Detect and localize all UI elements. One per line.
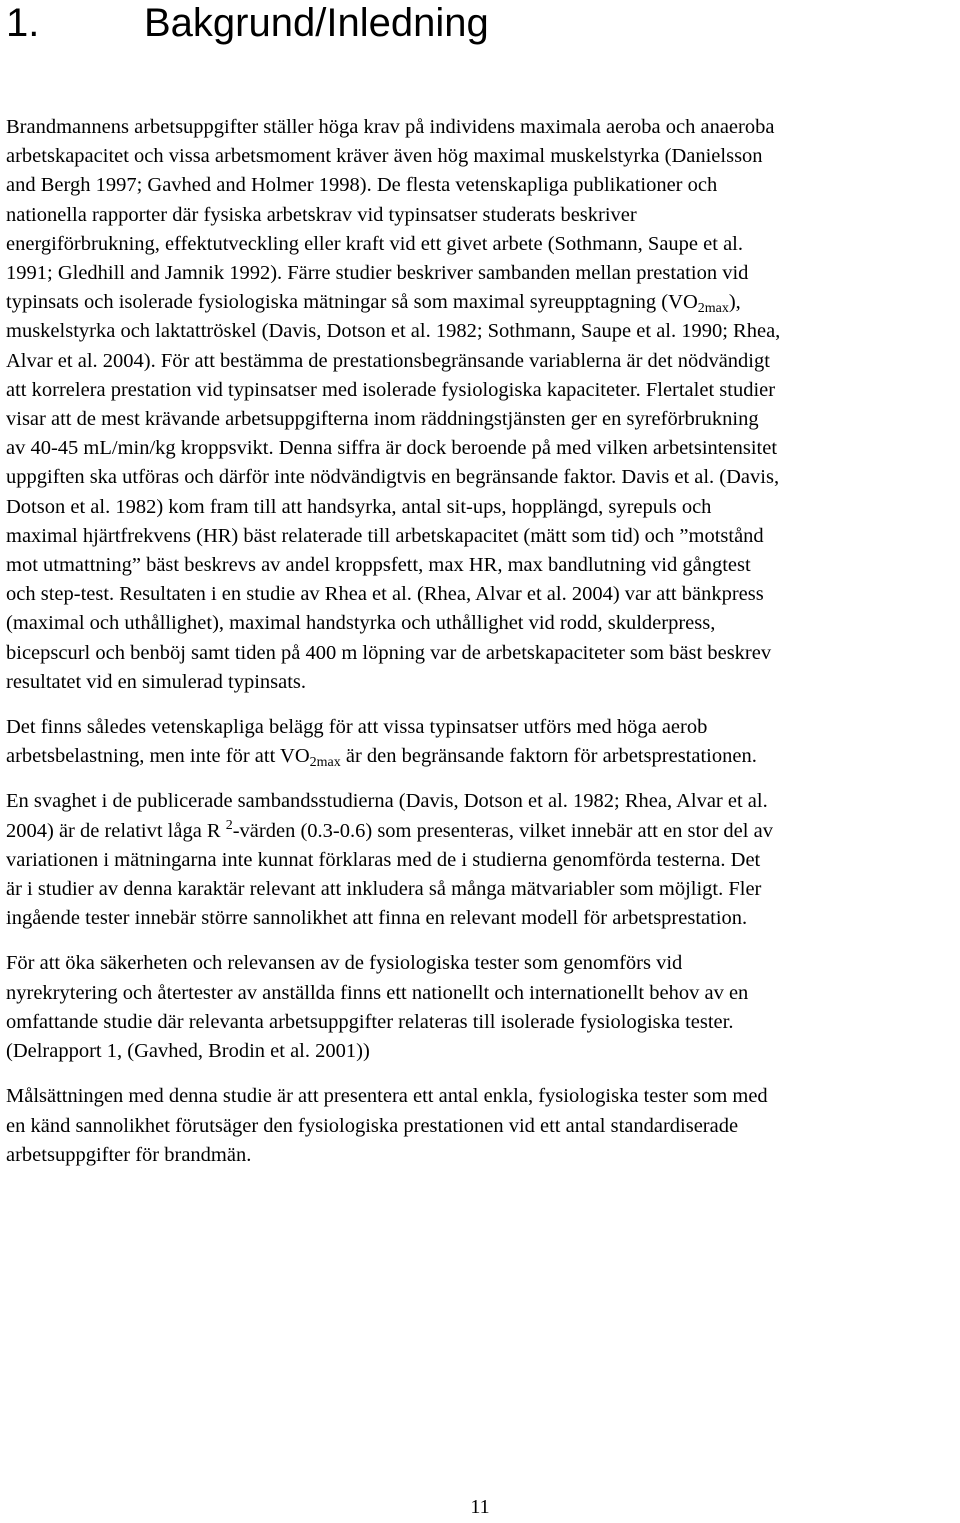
text-line: visar att de mest krävande arbetsuppgifterna inom räddningstjänsten ger en syreförbrukning — [6, 408, 759, 431]
text-line: 1991; Gledhill and Jamnik 1992). Färre studier beskriver sambanden mellan prestation vid — [6, 262, 749, 285]
subscript: 2max — [309, 755, 341, 771]
text-line: ingående tester innebär större sannolikhet att finna en relevant modell för arbetsprestation. — [6, 907, 748, 930]
text-run: arbetsbelastning, men inte för att VO — [6, 745, 310, 768]
text-line: arbetskapacitet och vissa arbetsmoment kräver även hög maximal muskelstyrka (Danielsson — [6, 145, 763, 168]
paragraph-4 — [6, 949, 956, 1066]
text-line: mot utmattning” bäst beskrevs av andel kroppsfett, max HR, max bandlutning vid gångtest — [6, 554, 751, 577]
text-line: muskelstyrka och laktattröskel (Davis, Dotson et al. 1982; Sothmann, Saupe et al. 1990; Rhea, — [6, 320, 781, 343]
text-line: energiförbrukning, effektutveckling eller kraft vid ett givet arbete (Sothmann, Saupe et al. — [6, 232, 743, 255]
text-line: nationella rapporter där fysiska arbetskrav vid typinsatser studerats beskriver — [6, 203, 637, 226]
text-run: 2004) är de relativt låga R — [6, 819, 221, 842]
section-title: Bakgrund/Inledning — [144, 1, 489, 45]
text-line — [6, 742, 956, 771]
text-line: (maximal och uthållighet), maximal handstyrka och uthållighet vid rodd, skulderpress, — [6, 612, 716, 635]
text-line: av 40-45 mL/min/kg kroppsvikt. Denna siffra är dock beroende på med vilken arbetsintensitet — [6, 437, 778, 460]
text-line: bicepscurl och benböj samt tiden på 400 m löpning var de arbetskapaciteter som bäst beskrev — [6, 641, 772, 664]
text-line: är i studier av denna karaktär relevant att inkludera så många mätvariabler som möjligt. Fler — [6, 878, 762, 901]
text-run: ), — [728, 291, 741, 314]
text-line: Dotson et al. 1982) kom fram till att handsyrka, antal sit-ups, hopplängd, syrepuls och — [6, 495, 712, 518]
text-run: är den begränsande faktorn för arbetsprestationen. — [340, 745, 757, 768]
section-number: 1. — [6, 1, 40, 45]
text-line — [6, 817, 956, 846]
text-line: omfattande studie där relevanta arbetsuppgifter relateras till isolerade fysiologiska tester. — [6, 1010, 734, 1033]
text-line: variationen i mätningarna inte kunnat förklaras med de i studierna genomförda testerna. Det — [6, 848, 761, 871]
paragraph-2 — [6, 713, 956, 771]
document-body — [6, 113, 956, 1186]
text-line: Det finns således vetenskapliga belägg för att vissa typinsatser utförs med höga aerob — [6, 716, 708, 739]
text-line: Brandmannens arbetsuppgifter ställer höga krav på individens maximala aeroba och anaeroba — [6, 116, 775, 138]
superscript: 2 — [225, 817, 233, 833]
text-line: och step-test. Resultaten i en studie av Rhea et al. (Rhea, Alvar et al. 2004) var att bänkpress — [6, 583, 764, 606]
text-line: maximal hjärtfrekvens (HR) bäst relaterade till arbetskapacitet (mätt som tid) och ”motstånd — [6, 524, 764, 547]
text-line: arbetsuppgifter för brandmän. — [6, 1143, 252, 1166]
text-line: För att öka säkerheten och relevansen av de fysiologiska tester som genomförs vid — [6, 952, 683, 975]
text-line: En svaghet i de publicerade sambandsstudierna (Davis, Dotson et al. 1982; Rhea, Alvar et al. — [6, 790, 768, 813]
text-line: (Delrapport 1, (Gavhed, Brodin et al. 2001)) — [6, 1040, 370, 1063]
text-line: nyrekrytering och återtester av anställda finns ett nationellt och internationellt behov av en — [6, 981, 749, 1004]
text-line: att korrelera prestation vid typinsatser med isolerade fysiologiska kapaciteter. Flertalet studier — [6, 378, 776, 401]
page-number: 11 — [470, 1496, 490, 1518]
text-line: Alvar et al. 2004). För att bestämma de prestationsbegränsande variablerna är det nödvändigt — [6, 349, 770, 372]
paragraph-3 — [6, 787, 956, 933]
paragraph-5 — [6, 1082, 956, 1170]
text-run: typinsats och isolerade fysiologiska mätningar så som maximal syreupptagning (VO — [6, 291, 698, 314]
paragraph-1 — [6, 113, 956, 697]
text-line: en känd sannolikhet förutsäger den fysiologiska prestationen vid ett antal standardiserade — [6, 1114, 739, 1137]
subscript: 2max — [697, 301, 729, 317]
text-line: and Bergh 1997; Gavhed and Holmer 1998). De flesta vetenskapliga publikationer och — [6, 174, 718, 197]
text-line: Målsättningen med denna studie är att presentera ett antal enkla, fysiologiska tester som med — [6, 1085, 768, 1108]
text-line — [6, 288, 956, 317]
text-line: uppgiften ska utföras och därför inte nödvändigtvis en begränsande faktor. Davis et al. (Davis, — [6, 466, 780, 489]
text-line: resultatet vid en simulerad typinsats. — [6, 670, 307, 693]
section-heading — [6, 0, 489, 46]
text-run: -värden (0.3-0.6) som presenteras, vilket innebär att en stor del av — [232, 819, 773, 842]
